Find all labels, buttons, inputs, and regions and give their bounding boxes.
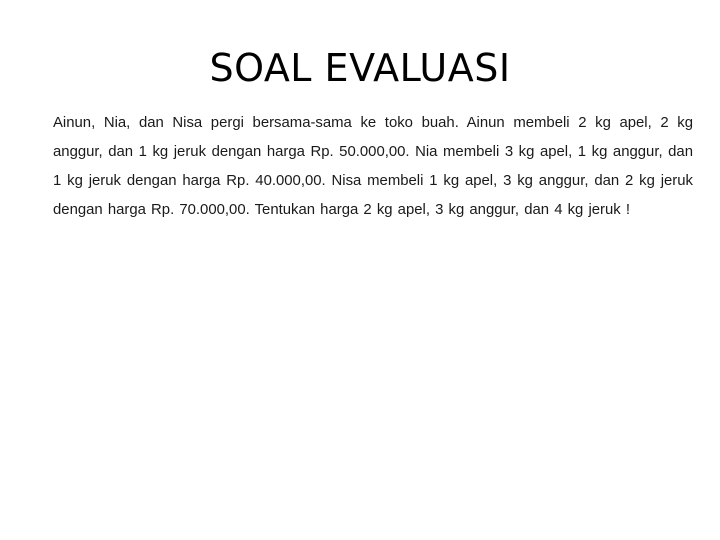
slide-title: SOAL EVALUASI [209,46,511,90]
problem-text: Ainun, Nia, dan Nisa pergi bersama-sama ke toko buah. Ainun membeli 2 kg apel, 2 kg anggur, dan 1 kg jeruk dengan harga Rp. 50.000,00. Nia membeli 3 kg apel, 1 kg anggur, dan 1 kg jeruk dengan harga Rp. 40.000,00. Nisa membeli 1 kg apel, 3 kg anggur, dan 2 kg jeruk dengan harga Rp. 70.000,00. Tentukan harga 2 kg apel, 3 kg anggur, dan 4 kg jeruk ! [53,115,693,218]
cropped-text-remnant [53,224,113,228]
problem-text-box [53,109,693,227]
